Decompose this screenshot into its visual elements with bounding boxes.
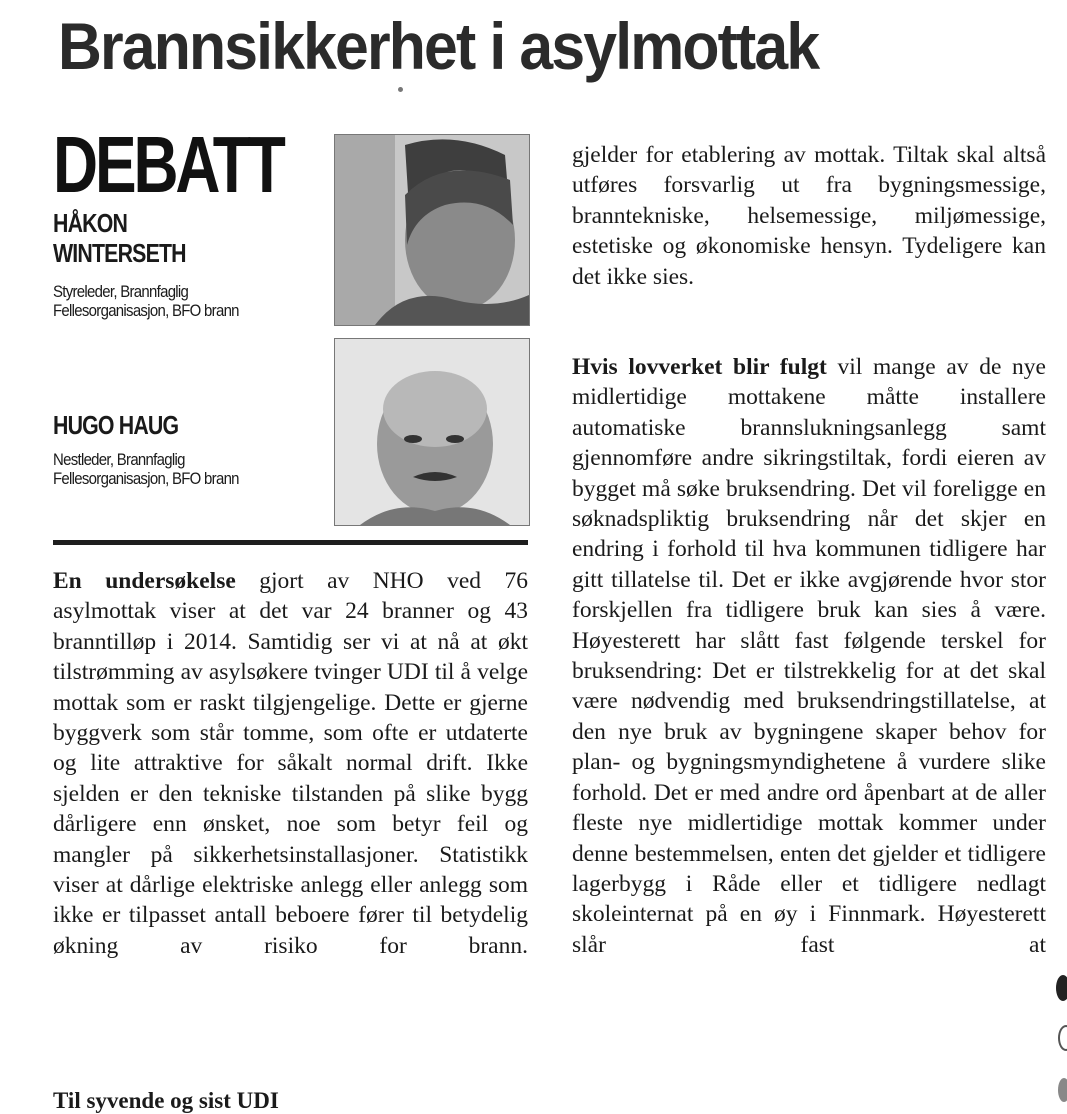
author-1-photo xyxy=(334,134,530,326)
author-2-portrait xyxy=(335,339,529,525)
left-lead: En undersøkelse xyxy=(53,568,236,594)
author-2-role-line1: Nestleder, Brannfaglig xyxy=(53,450,185,469)
author-2-name: HUGO HAUG xyxy=(53,410,179,440)
right-paragraph-1: gjelder for etablering av mottak. Tiltak skal altså utføres forsvarlig ut fra bygningsmessige, branntekniske, helsemessige, miljømessige, estetiske og økonomiske hensyn. Tydeligere kan det ikke sies. xyxy=(572,142,1046,290)
left-paragraph xyxy=(53,566,528,961)
scan-edge-mark xyxy=(1056,975,1067,1001)
author-2-role-line2: Fellesorganisasjon, BFO brann xyxy=(53,469,239,488)
left-body: gjort av NHO ved 76 asylmottak viser at det var 24 branner og 43 branntilløp i 2014. Samtidig ser vi at nå at økt tilstrømming av asylsøkere tvinger UDI til å velge mottak som er raskt tilgjengelige. Dette er gjerne byggverk som står tomme, som ofte er utdaterte og lite attraktive for såkalt normal drift. Ikke sjelden er den tekniske tilstanden på slike bygg dårligere enn ønsket, noe som betyr feil og mangler på sikkerhetsinstallasjoner. Statistikk viser at dårlige elektriske anlegg eller anlegg som ikke er tilpasset antall beboere fører til betydelig økning av risiko for brann. xyxy=(53,568,528,959)
author-1-name-line1: HÅKON xyxy=(53,208,128,238)
author-2-photo xyxy=(334,338,530,526)
divider-rule xyxy=(53,540,528,545)
author-1-role-line1: Styreleder, Brannfaglig xyxy=(53,282,189,301)
author-1-portrait xyxy=(335,135,529,325)
left-column xyxy=(53,566,528,961)
right-paragraph-2 xyxy=(572,352,1046,960)
section-label: DEBATT xyxy=(53,120,283,209)
author-1-name-line2: WINTERSETH xyxy=(53,238,186,268)
headline: Brannsikkerhet i asylmottak xyxy=(58,9,819,83)
scan-edge-mark xyxy=(1058,1025,1067,1051)
print-speck xyxy=(398,87,403,92)
right-column-para2 xyxy=(572,352,1046,960)
right-body: vil mange av de nye midlertidige mottakene måtte installere automatiske brannslukningsanlegg samt gjennomføre andre sikringstiltak, fordi eieren av bygget må søke bruksendring. Det vil foreligge en søknadspliktig bruksendring når det skjer en endring i forhold til hva kommunen tidligere har gitt tillatelse til. Det er ikke avgjørende hvor stor forskjellen fra tidligere bruk kan sies å være. Høyesterett har slått fast følgende terskel for bruksendring: Det er tilstrekkelig for at det skal være nødvendig med bruksendringstillatelse, at den nye bruk av bygningene skaper behov for plan- og bygningsmyndighetene å vurdere slike forhold. Det er med andre ord åpenbart at de aller fleste nye midlertidige mottak kommer under denne bestemmelsen, enten det gjelder et tidligere lagerbygg i Råde eller et tidligere nedlagt skoleinternat på en øy i Finnmark. Høyesterett slår fast at xyxy=(572,354,1046,958)
next-subhead-partial: Til syvende og sist UDI xyxy=(53,1088,279,1113)
scan-edge-mark xyxy=(1058,1078,1067,1102)
author-1-role-line2: Fellesorganisasjon, BFO brann xyxy=(53,301,239,320)
right-column-para1 xyxy=(572,140,1046,292)
right-lead: Hvis lovverket blir fulgt xyxy=(572,354,827,380)
